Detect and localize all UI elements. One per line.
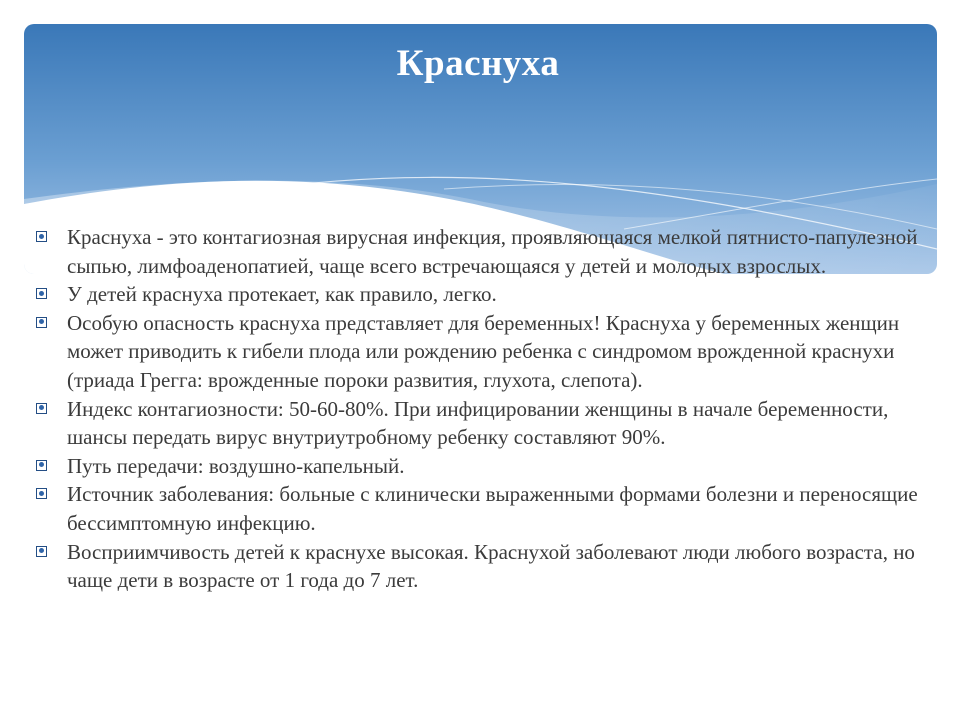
list-item: [34, 538, 934, 595]
bullet-list: [34, 223, 934, 595]
list-item-text: Источник заболевания: больные с клинически выраженными формами болезни и переносящие бессимптомную инфекцию.: [67, 482, 918, 535]
list-item-text: Путь передачи: воздушно-капельный.: [67, 453, 405, 478]
list-item: [34, 309, 934, 395]
list-item-text: Особую опасность краснуха представляет для беременных! Краснуха у беременных женщин может приводить к гибели плода или рождению ребенка с синдромом врожденной краснухи (триада Грегга: врожденные пороки развития, глухота, слепота).: [67, 310, 900, 392]
list-item-text: Индекс контагиозности: 50-60-80%. При инфицировании женщины в начале беременности, шансы передать вирус внутриутробному ребенку составляют 90%.: [67, 396, 889, 450]
list-item: [34, 452, 934, 481]
list-item: [34, 280, 934, 309]
square-bullet-icon: [36, 317, 47, 328]
list-item: [34, 223, 934, 280]
square-bullet-icon: [36, 488, 47, 499]
square-bullet-icon: [36, 231, 47, 242]
list-item: [34, 395, 934, 452]
list-item-text: Краснуха - это контагиозная вирусная инфекция, проявляющаяся мелкой пятнисто-папулезной сыпью, лимфоаденопатией, чаще всего встречающаяся у детей и молодых взрослых.: [67, 225, 918, 278]
list-item-text: У детей краснуха протекает, как правило, легко.: [67, 282, 497, 307]
square-bullet-icon: [36, 403, 47, 414]
square-bullet-icon: [36, 546, 47, 557]
slide-title: Краснуха: [396, 43, 560, 84]
list-item-text: Восприимчивость детей к краснухе высокая. Краснухой заболевают люди любого возраста, но чаще дети в возрасте от 1 года до 7 лет.: [67, 539, 915, 593]
square-bullet-icon: [36, 288, 47, 299]
list-item: [34, 480, 934, 537]
square-bullet-icon: [36, 460, 47, 471]
